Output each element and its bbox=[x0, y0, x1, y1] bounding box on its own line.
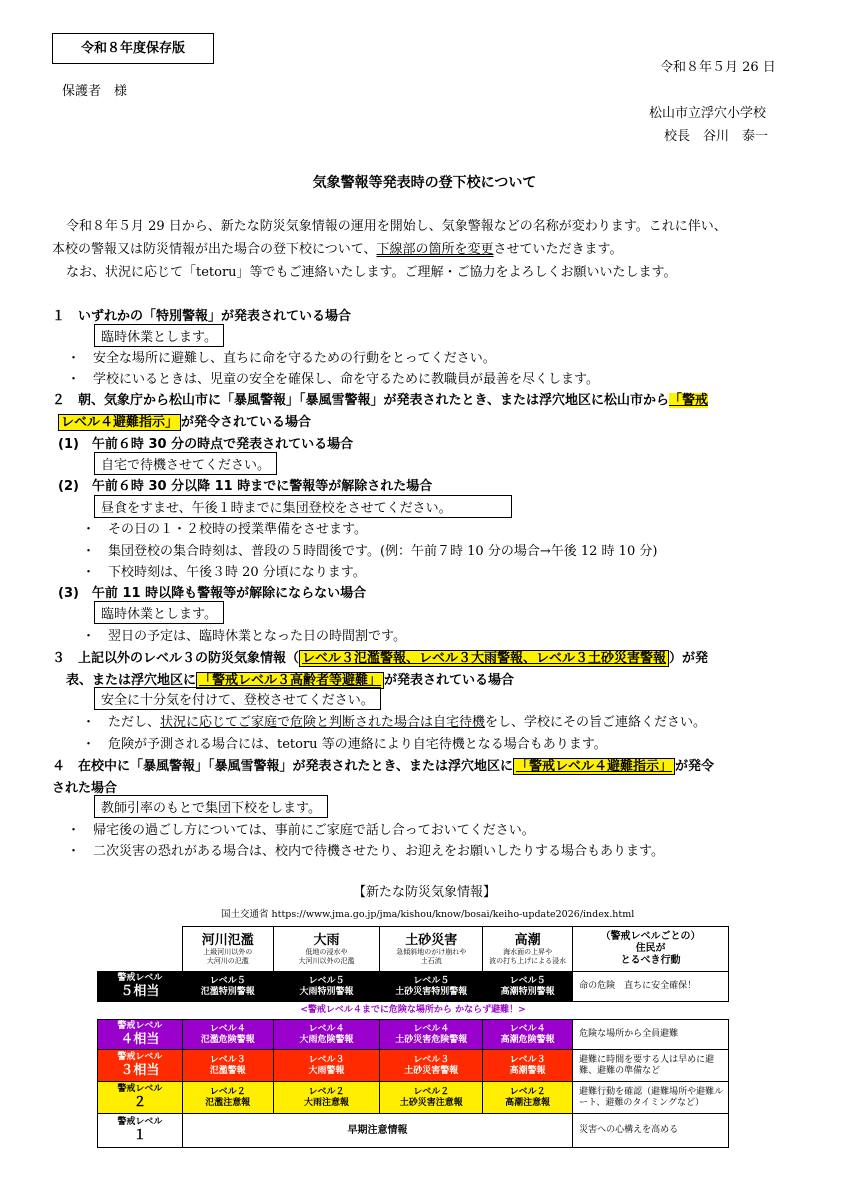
heading-text: 表、または浮穴地区に bbox=[66, 673, 197, 688]
heading-text: が発令 bbox=[675, 759, 715, 774]
level-cell: レベル２ 土砂災害注意報 bbox=[380, 1082, 483, 1114]
version-badge: 令和８年度保存版 bbox=[52, 33, 214, 64]
section-3-heading bbox=[52, 647, 708, 666]
bullet-text: ・ ただし、 bbox=[82, 715, 161, 730]
separator-row bbox=[98, 1002, 729, 1020]
level-cell: レベル５ 土砂災害特別警報 bbox=[380, 972, 483, 1002]
level-1-action: 災害への心構えを高める bbox=[573, 1114, 729, 1148]
header-action: （警戒レベルごとの） 住民が とるべき行動 bbox=[573, 927, 729, 972]
section-2-sub-3: (3) 午前 11 時以降も警報等が解除にならない場合 bbox=[58, 586, 367, 601]
level-cell: レベル３ 高潮警報 bbox=[483, 1050, 573, 1082]
section-2-bullet: ・ 集団登校の集合時刻は、普段の５時間後です。(例：午前７時 10 分の場合→午後 12 時 10 分) bbox=[82, 544, 658, 559]
section-3-heading-cont bbox=[66, 669, 514, 688]
level-4-action: 危険な場所から全員避難 bbox=[573, 1020, 729, 1050]
level-cell: レベル４ 大雨危険警報 bbox=[273, 1020, 380, 1050]
level-cell: レベル５ 大雨特別警報 bbox=[273, 972, 380, 1002]
section-3-bullet: ・ 危険が予測される場合には、tetoru 等の連絡により自宅待機となる場合もあります。 bbox=[82, 737, 607, 752]
section-1-heading: １ いずれかの「特別警報」が発表されている場合 bbox=[52, 309, 352, 324]
level-2-row bbox=[98, 1082, 729, 1114]
section-2-heading bbox=[52, 389, 708, 408]
section-4-box: 教師引率のもとで集団下校をします。 bbox=[94, 795, 328, 818]
intro-text: 本校の警報又は防災情報が出た場合の登下校について、 bbox=[52, 242, 377, 257]
level-5-label: 警戒レベル ５相当 bbox=[98, 972, 183, 1002]
evacuation-order-highlight: 「警戒レベル４避難指示」 bbox=[513, 758, 675, 775]
heading-text: ４ 在校中に「暴風警報」「暴風雪警報」が発表されたとき、または浮穴地区に bbox=[52, 759, 513, 774]
home-wait-note: 状況に応じてご家庭で危険と判断された場合は自宅待機 bbox=[160, 715, 486, 730]
level-cell: レベル４ 土砂災害危険警報 bbox=[380, 1020, 483, 1050]
document-date: 令和８年５月 26 日 bbox=[660, 60, 776, 75]
heading-text: ２ 朝、気象庁から松山市に「暴風警報」「暴風雪警報」が発表されたとき、または浮穴地区に松山市から bbox=[52, 393, 669, 408]
level-3-row bbox=[98, 1050, 729, 1082]
evacuation-order-highlight: レベル４避難指示」 bbox=[58, 414, 181, 431]
level-cell: レベル５ 氾濫特別警報 bbox=[182, 972, 273, 1002]
section-2-box-2: 昼食をすませ、午後１時までに集団登校をさせてください。 bbox=[94, 495, 512, 518]
evacuation-order-highlight: 「警戒 bbox=[668, 393, 708, 408]
header-landslide: 土砂災害 急傾斜地のがけ崩れや 土石流 bbox=[380, 927, 483, 972]
page-title: 気象警報等発表時の登下校について bbox=[312, 175, 537, 191]
level-2-label: 警戒レベル ２ bbox=[98, 1082, 183, 1114]
section-4-bullet: ・ 帰宅後の過ごし方については、事前にご家庭で話し合っておいてください。 bbox=[67, 823, 535, 838]
heading-text: が発令されている場合 bbox=[181, 415, 312, 430]
level-cell: レベル２ 高潮注意報 bbox=[483, 1082, 573, 1114]
section-2-box-3: 臨時休業とします。 bbox=[94, 601, 224, 624]
section-1-bullet: ・ 学校にいるときは、児童の安全を確保し、命を守るために教職員が最善を尽くします。 bbox=[67, 372, 599, 387]
early-caution-info: 早期注意情報 bbox=[182, 1114, 572, 1148]
heading-text: ３ 上記以外のレベル３の防災気象情報（ bbox=[52, 651, 300, 666]
level-5-action: 命の危険 直ちに安全確保！ bbox=[573, 972, 729, 1002]
level-cell: レベル３ 土砂災害警報 bbox=[380, 1050, 483, 1082]
section-3-bullet bbox=[82, 711, 706, 730]
section-4-heading-cont: された場合 bbox=[52, 781, 118, 796]
section-4-heading bbox=[52, 755, 714, 774]
section-2-heading-cont bbox=[58, 411, 311, 430]
level-3-action: 避難に時間を要する人は早めに避難、避難の準備など bbox=[573, 1050, 729, 1082]
level-4-row bbox=[98, 1020, 729, 1050]
changed-section-note: 下線部の箇所を変更 bbox=[376, 242, 494, 257]
level-1-row bbox=[98, 1114, 729, 1148]
section-2-bullet: ・ その日の１・２校時の授業準備をさせます。 bbox=[82, 522, 367, 537]
table-source-url: 国土交通省 https://www.jma.go.jp/jma/kishou/know/bosai/keiho-update2026/index.html bbox=[221, 909, 635, 920]
level-4-label: 警戒レベル ４相当 bbox=[98, 1020, 183, 1050]
level-cell: レベル２ 氾濫注意報 bbox=[182, 1082, 273, 1114]
level-cell: レベル３ 大雨警報 bbox=[273, 1050, 380, 1082]
school-name: 松山市立浮穴小学校 bbox=[649, 106, 767, 121]
intro-text: させていただきます。 bbox=[493, 242, 623, 257]
header-storm-surge: 高潮 海水面の上昇や 波の打ち上げによる浸水 bbox=[483, 927, 573, 972]
recipient: 保護者 様 bbox=[62, 84, 128, 99]
table-header-row bbox=[98, 927, 729, 972]
principal-name: 校長 谷川 泰一 bbox=[664, 129, 769, 144]
intro-line-3: なお、状況に応じて「tetoru」等でもご連絡いたします。ご理解・ご協力をよろしくお願いいたします。 bbox=[66, 265, 677, 280]
section-2-sub-1: (1) 午前６時 30 分の時点で発表されている場合 bbox=[58, 437, 354, 452]
table-caption: 【新たな防災気象情報】 bbox=[352, 885, 496, 900]
elderly-evacuation-highlight: 「警戒レベル３高齢者等避難」 bbox=[196, 672, 384, 689]
heading-text: が発表されている場合 bbox=[384, 673, 515, 688]
level-cell: レベル３ 氾濫警報 bbox=[182, 1050, 273, 1082]
intro-line-1: 令和８年５月 29 日から、新たな防災気象情報の運用を開始し、気象警報などの名称が変わります。これに伴い、 bbox=[66, 219, 727, 234]
section-1-bullet: ・ 安全な場所に避難し、直ちに命を守るための行動をとってください。 bbox=[67, 351, 496, 366]
bullet-text: をし、学校にその旨ご連絡ください。 bbox=[485, 715, 707, 730]
level-cell: レベル４ 氾濫危険警報 bbox=[182, 1020, 273, 1050]
section-3-box: 安全に十分気を付けて、登校させてください。 bbox=[94, 687, 381, 710]
section-2-box-1: 自宅で待機させてください。 bbox=[94, 452, 277, 475]
header-river-flood: 河川氾濫 上級河川以外の 大河川の氾濫 bbox=[182, 927, 273, 972]
section-4-bullet: ・ 二次災害の恐れがある場合は、校内で待機させたり、お迎えをお願いしたりする場合もあります。 bbox=[67, 844, 664, 859]
level-cell: レベル２ 大雨注意報 bbox=[273, 1082, 380, 1114]
evacuate-by-level-4-banner: <警戒レベル４までに危険な場所から かならず避難！> bbox=[98, 1002, 729, 1020]
header-heavy-rain: 大雨 低地の浸水や 大河川以外の氾濫 bbox=[273, 927, 380, 972]
heading-text: ）が発 bbox=[669, 651, 709, 666]
section-2-sub-2: (2) 午前６時 30 分以降 11 時までに警報等が解除された場合 bbox=[58, 479, 433, 494]
section-2-bullet: ・ 下校時刻は、午後３時 20 分頃になります。 bbox=[82, 565, 366, 580]
level-cell: レベル４ 高潮危険警報 bbox=[483, 1020, 573, 1050]
level-1-label: 警戒レベル １ bbox=[98, 1114, 183, 1148]
empty-corner bbox=[98, 927, 183, 972]
warning-level-table bbox=[97, 926, 729, 1148]
level-3-label: 警戒レベル ３相当 bbox=[98, 1050, 183, 1082]
level3-warnings-highlight: レベル３氾濫警報、レベル３大雨警報、レベル３土砂災害警報 bbox=[299, 650, 669, 667]
intro-line-2 bbox=[52, 238, 622, 257]
section-2-bullet: ・ 翌日の予定は、臨時休業となった日の時間割です。 bbox=[82, 629, 406, 644]
level-2-action: 避難行動を確認（避難場所や避難ルート、避難のタイミングなど） bbox=[573, 1082, 729, 1114]
level-5-row bbox=[98, 972, 729, 1002]
level-cell: レベル５ 高潮特別警報 bbox=[483, 972, 573, 1002]
section-1-box: 臨時休業とします。 bbox=[94, 324, 224, 347]
